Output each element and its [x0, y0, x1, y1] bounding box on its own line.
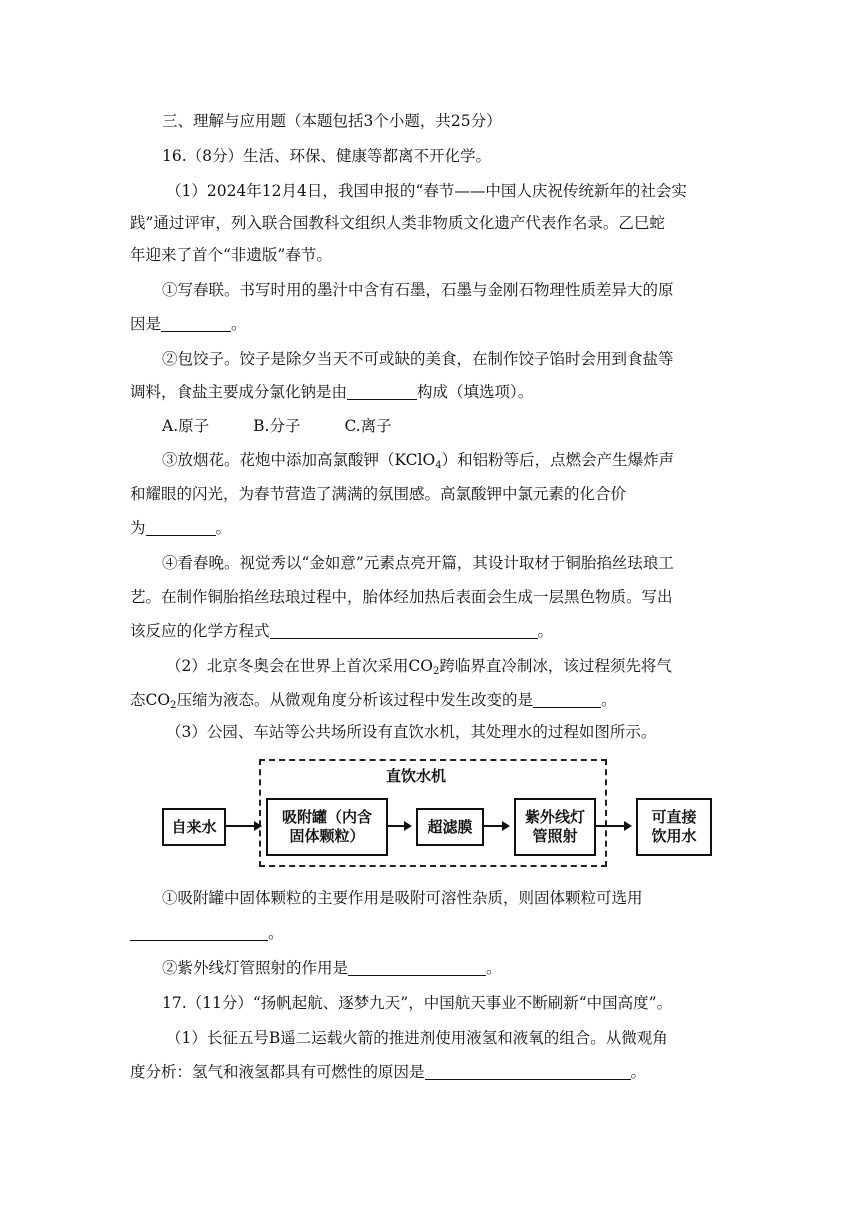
answer-blank[interactable]	[270, 622, 538, 639]
q16-item4-text: 该反应的化学方程式	[130, 622, 270, 640]
q16-item3-line3	[130, 518, 730, 538]
q16-item1-text: 因是	[130, 315, 162, 333]
subscript: 4	[435, 460, 442, 471]
ultrafiltration-label: 超滤膜	[427, 817, 473, 836]
q16-part2-text2: 态CO	[130, 691, 171, 709]
output-line2: 饮用水	[651, 827, 697, 845]
q16-part1-line2: 践”通过评审，列入联合国教科文组织人类非物质文化遗产代表作名录。乙巳蛇	[130, 214, 665, 232]
uv-line1: 紫外线灯	[524, 808, 585, 826]
uv-lamp-label	[525, 808, 585, 846]
option-a[interactable]: A.原子	[162, 417, 210, 435]
tap-water-label: 自来水	[171, 817, 217, 836]
section-title: 三、理解与应用题（本题包括3个小题，共25分）	[162, 112, 502, 130]
q17-part1-line2	[130, 1062, 730, 1082]
water-dispenser-diagram	[160, 755, 720, 870]
adsorption-line2: 固体颗粒）	[289, 827, 365, 845]
uv-line2: 管照射	[532, 827, 578, 845]
answer-blank[interactable]	[533, 691, 601, 708]
tap-water-box	[162, 808, 226, 846]
q16-item2-line1: ②包饺子。饺子是除夕当天不可或缺的美食，在制作饺子馅时会用到食盐等	[162, 350, 674, 368]
q16-item2-text-end: 构成（填选项）。	[417, 383, 534, 401]
q16-item3-text-end: ）和铝粉等后，点燃会产生爆炸声	[441, 451, 675, 469]
subscript: 2	[170, 700, 177, 711]
q16-part2-line1	[166, 656, 766, 682]
q16-part2-text-end: 跨临界直冷制冰，该过程须先将气	[439, 657, 672, 675]
diagram-title: 直饮水机	[386, 767, 447, 785]
answer-blank[interactable]	[347, 383, 417, 400]
q16-item1-end: 。	[231, 315, 247, 333]
question-17-head: 17.（11分）“扬帆起航、逐梦九天”，中国航天事业不断刷新“中国高度”。	[162, 994, 673, 1012]
q16-part2-text3: 压缩为液态。从微观角度分析该过程中发生改变的是	[176, 691, 533, 709]
q17-part1-line1: （1）长征五号B遥二运载火箭的推进剂使用液氢和液氧的组合。从微观角	[166, 1029, 668, 1047]
q16-item3-line2: 和耀眼的闪光，为春节营造了满满的氛围感。高氯酸钾中氯元素的化合价	[130, 485, 627, 503]
q17-part1-text: 度分析：氢气和液氢都具有可燃性的原因是	[130, 1063, 425, 1081]
q16-item2-text: 调料，食盐主要成分氯化钠是由	[130, 383, 348, 401]
q16-item1-line1: ①写春联。书写时用的墨汁中含有石墨，石墨与金刚石物理性质差异大的原	[162, 281, 674, 299]
q16-item3-text: ③放烟花。花炮中添加高氯酸钾（KClO	[162, 451, 436, 469]
q16-diagram-q1-end: 。	[268, 924, 284, 942]
adsorption-line1: 吸附罐（内含	[281, 808, 372, 826]
ultrafiltration-box	[416, 808, 484, 846]
drinkable-water-label	[651, 808, 696, 846]
q16-item4-line3	[130, 621, 730, 641]
q17-part1-end: 。	[630, 1063, 647, 1081]
answer-blank[interactable]	[161, 315, 231, 332]
subscript: 2	[432, 666, 440, 677]
adsorption-tank-label	[282, 808, 372, 846]
answer-blank[interactable]	[130, 924, 268, 941]
q16-item1-line2	[130, 314, 730, 334]
q16-part2-line2	[130, 690, 730, 716]
answer-blank[interactable]	[425, 1063, 631, 1080]
q16-item3-line1	[162, 450, 762, 476]
q16-part1-line3: 年迎来了首个“非遗版”春节。	[130, 246, 332, 264]
output-line1: 可直接	[651, 808, 697, 826]
q16-diagram-q2	[162, 958, 762, 978]
answer-blank[interactable]	[146, 519, 216, 536]
q16-part2-text: （2）北京冬奥会在世界上首次采用CO	[166, 657, 433, 675]
uv-lamp-box	[514, 798, 596, 856]
answer-blank[interactable]	[348, 959, 486, 976]
drinkable-water-box	[636, 798, 712, 856]
q16-diagram-q1-line1: ①吸附罐中固体颗粒的主要作用是吸附可溶性杂质，则固体颗粒可选用	[162, 889, 643, 907]
adsorption-tank-box	[266, 798, 388, 856]
q16-item3-end: 。	[215, 519, 232, 537]
q16-part3-line1: （3）公园、车站等公共场所设有直饮水机，其处理水的过程如图所示。	[166, 723, 657, 741]
option-c[interactable]: C.离子	[344, 417, 392, 435]
q16-item4-line2: 艺。在制作铜胎掐丝珐琅过程中，胎体经加热后表面会生成一层黑色物质。写出	[130, 588, 673, 606]
option-b[interactable]: B.分子	[253, 417, 301, 435]
arrow-icon	[482, 825, 508, 827]
arrow-icon	[224, 825, 260, 827]
q16-diagram-q2-end: 。	[486, 959, 502, 977]
question-16-head: 16.（8分）生活、环保、健康等都离不开化学。	[162, 147, 492, 165]
q16-item4-end: 。	[537, 622, 554, 640]
arrow-icon	[386, 825, 410, 827]
q16-options	[162, 416, 762, 436]
arrow-icon	[594, 825, 630, 827]
q16-diagram-q2-text: ②紫外线灯管照射的作用是	[162, 959, 349, 977]
q16-part2-end: 。	[600, 691, 617, 709]
q16-item4-line1: ④看春晚。视觉秀以“金如意”元素点亮开篇，其设计取材于铜胎掐丝珐琅工	[162, 554, 674, 572]
q16-item2-line2	[130, 382, 730, 402]
q16-part1-line1: （1）2024年12月4日，我国申报的“春节——中国人庆祝传统新年的社会实	[166, 182, 687, 200]
q16-item3-prefix: 为	[130, 519, 146, 537]
q16-diagram-q1-line2	[130, 923, 730, 943]
